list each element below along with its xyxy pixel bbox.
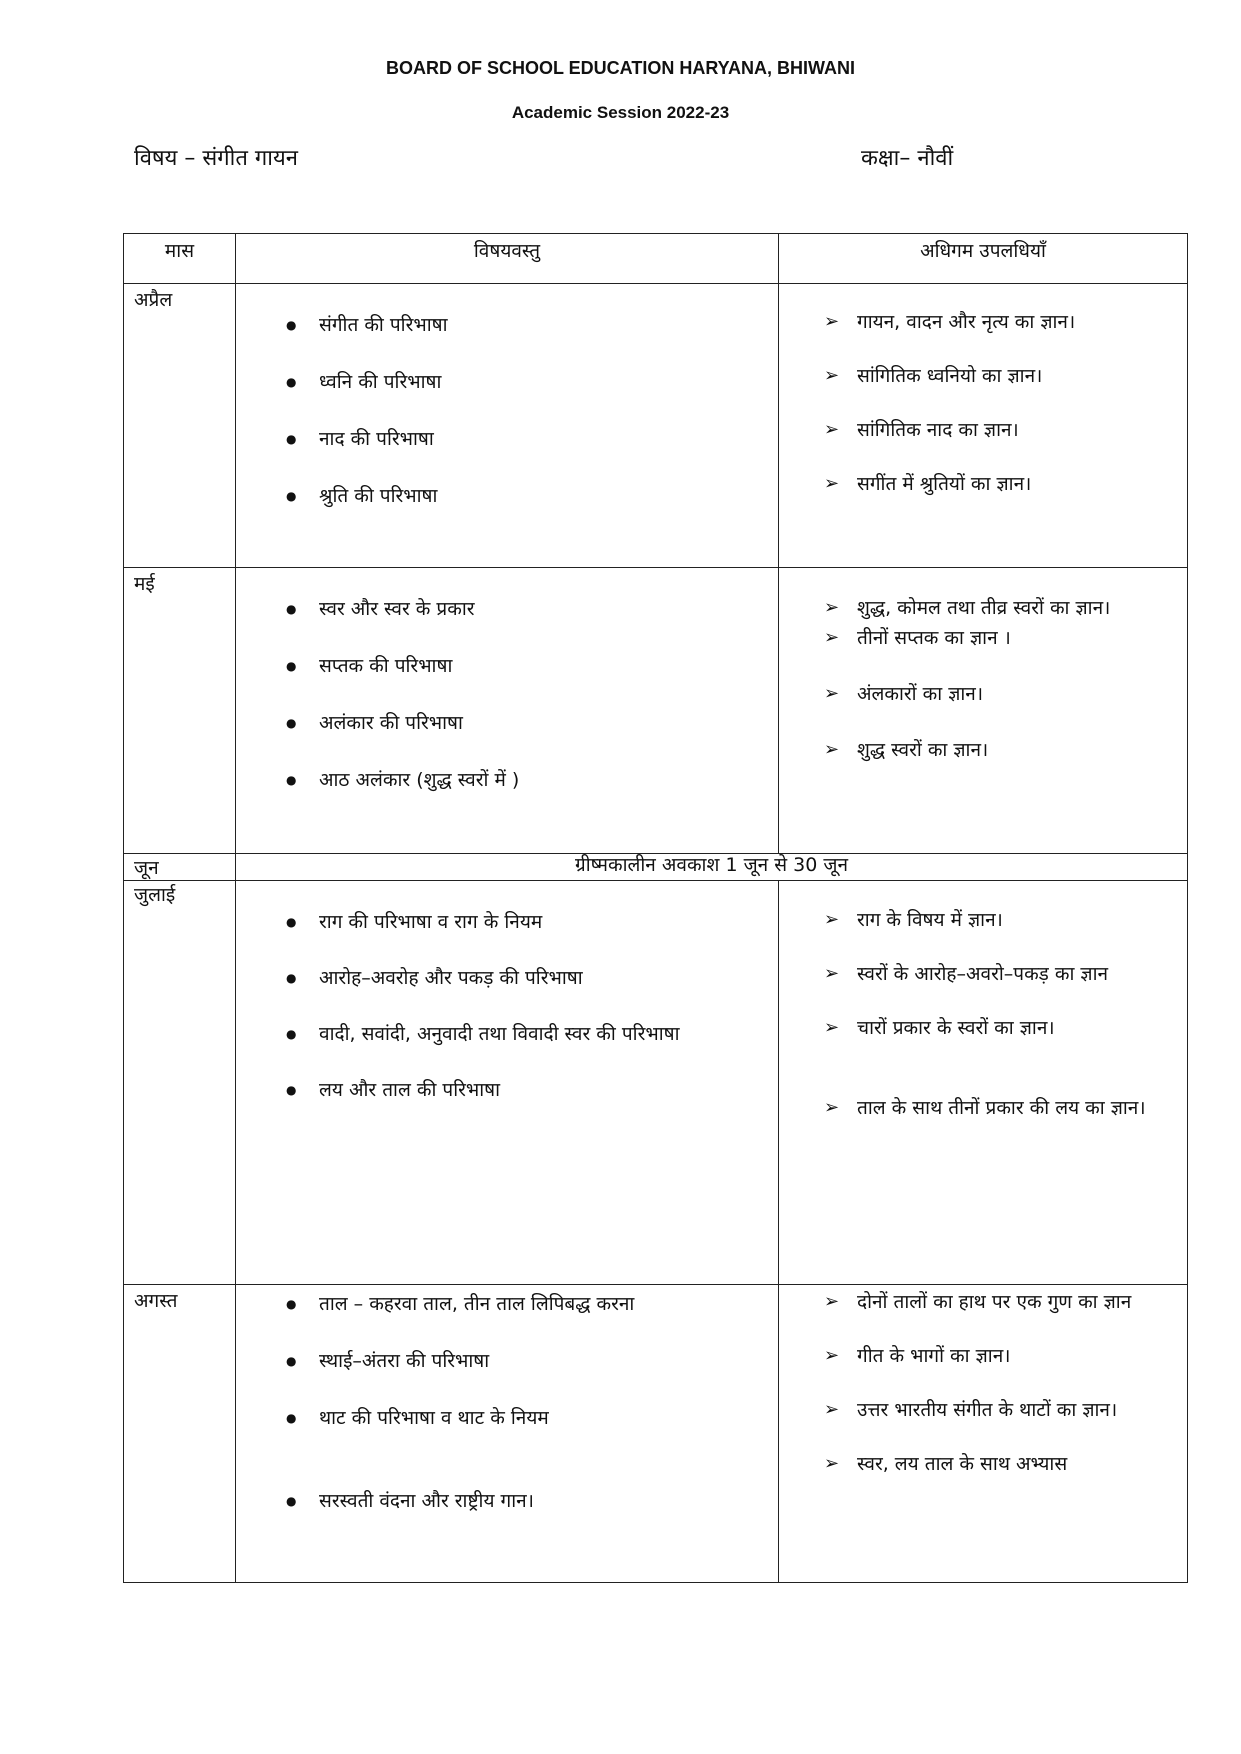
list-item: ● स्वर और स्वर के प्रकार <box>286 596 778 622</box>
outcomes-cell <box>779 568 1188 854</box>
list-item: ➢ अंलकारों का ज्ञान। <box>824 681 1187 707</box>
list-item: ➢ शुद्ध, कोमल तथा तीव्र स्वरों का ज्ञान। <box>824 595 1187 621</box>
vacation-cell: ग्रीष्मकालीन अवकाश 1 जून से 30 जून <box>236 854 1188 881</box>
list-item: ● अलंकार की परिभाषा <box>286 710 778 736</box>
table-row <box>124 1285 1188 1583</box>
class-label: कक्षा– नौवीं <box>861 146 954 171</box>
list-item: ● ध्वनि की परिभाषा <box>286 369 778 395</box>
list-item: ● थाट की परिभाषा व थाट के नियम <box>286 1405 778 1431</box>
outcomes-cell <box>779 1285 1188 1583</box>
list-item: ➢ राग के विषय में ज्ञान। <box>824 907 1187 933</box>
list-item: ➢ उत्तर भारतीय संगीत के थाटों का ज्ञान। <box>824 1397 1187 1423</box>
topics-cell <box>236 1285 779 1583</box>
month-cell: अप्रैल <box>124 284 236 568</box>
list-item: ➢ तीनों सप्तक का ज्ञान । <box>824 625 1187 651</box>
list-item: ➢ सांगितिक ध्वनियो का ज्ञान। <box>824 363 1187 389</box>
column-header-content: विषयवस्तु <box>236 234 779 284</box>
syllabus-table <box>123 233 1188 1583</box>
topics-cell <box>236 284 779 568</box>
list-item: ● नाद की परिभाषा <box>286 426 778 452</box>
list-item: ● लय और ताल की परिभाषा <box>286 1077 778 1103</box>
table-row <box>124 881 1188 1285</box>
list-item: ➢ गीत के भागों का ज्ञान। <box>824 1343 1187 1369</box>
list-item: ● सरस्वती वंदना और राष्ट्रीय गान। <box>286 1488 778 1514</box>
month-cell: अगस्त <box>124 1285 236 1583</box>
list-item: ● आठ अलंकार (शुद्ध स्वरों में ) <box>286 767 778 793</box>
academic-session: Academic Session 2022-23 <box>511 103 730 122</box>
list-item: ➢ सांगितिक नाद का ज्ञान। <box>824 417 1187 443</box>
list-item: ● आरोह–अवरोह और पकड़ की परिभाषा <box>286 965 778 991</box>
month-cell: जून <box>124 854 236 881</box>
list-item: ● सप्तक की परिभाषा <box>286 653 778 679</box>
list-item: ➢ ताल के साथ तीनों प्रकार की लय का ज्ञान। <box>824 1095 1187 1121</box>
month-cell: जुलाई <box>124 881 236 1285</box>
list-item: ➢ शुद्ध स्वरों का ज्ञान। <box>824 737 1187 763</box>
outcomes-cell <box>779 284 1188 568</box>
list-item: ➢ स्वर, लय ताल के साथ अभ्यास <box>824 1451 1187 1477</box>
outcomes-cell <box>779 881 1188 1285</box>
board-title: BOARD OF SCHOOL EDUCATION HARYANA, BHIWANI <box>385 58 855 78</box>
list-item: ➢ स्वरों के आरोह–अवरो–पकड़ का ज्ञान <box>824 961 1187 987</box>
list-item: ➢ गायन, वादन और नृत्य का ज्ञान। <box>824 309 1187 335</box>
month-cell: मई <box>124 568 236 854</box>
table-row <box>124 568 1188 854</box>
list-item: ● राग की परिभाषा व राग के नियम <box>286 909 778 935</box>
list-item: ➢ चारों प्रकार के स्वरों का ज्ञान। <box>824 1015 1187 1041</box>
list-item: ● ताल – कहरवा ताल, तीन ताल लिपिबद्ध करना <box>286 1291 778 1317</box>
list-item: ➢ दोनों तालों का हाथ पर एक गुण का ज्ञान <box>824 1289 1187 1315</box>
table-row <box>124 284 1188 568</box>
list-item: ● स्थाई–अंतरा की परिभाषा <box>286 1348 778 1374</box>
column-header-month: मास <box>124 234 236 284</box>
list-item: ● श्रुति की परिभाषा <box>286 483 778 509</box>
column-header-outcomes: अधिगम उपलधियाँ <box>779 234 1188 284</box>
table-row <box>124 854 1188 881</box>
subject-label: विषय – संगीत गायन <box>134 146 298 171</box>
topics-cell <box>236 568 779 854</box>
table-header-row <box>124 234 1188 284</box>
list-item: ➢ सगींत में श्रुतियों का ज्ञान। <box>824 471 1187 497</box>
list-item: ● वादी, सवांदी, अनुवादी तथा विवादी स्वर की परिभाषा <box>286 1021 778 1047</box>
topics-cell <box>236 881 779 1285</box>
list-item: ● संगीत की परिभाषा <box>286 312 778 338</box>
